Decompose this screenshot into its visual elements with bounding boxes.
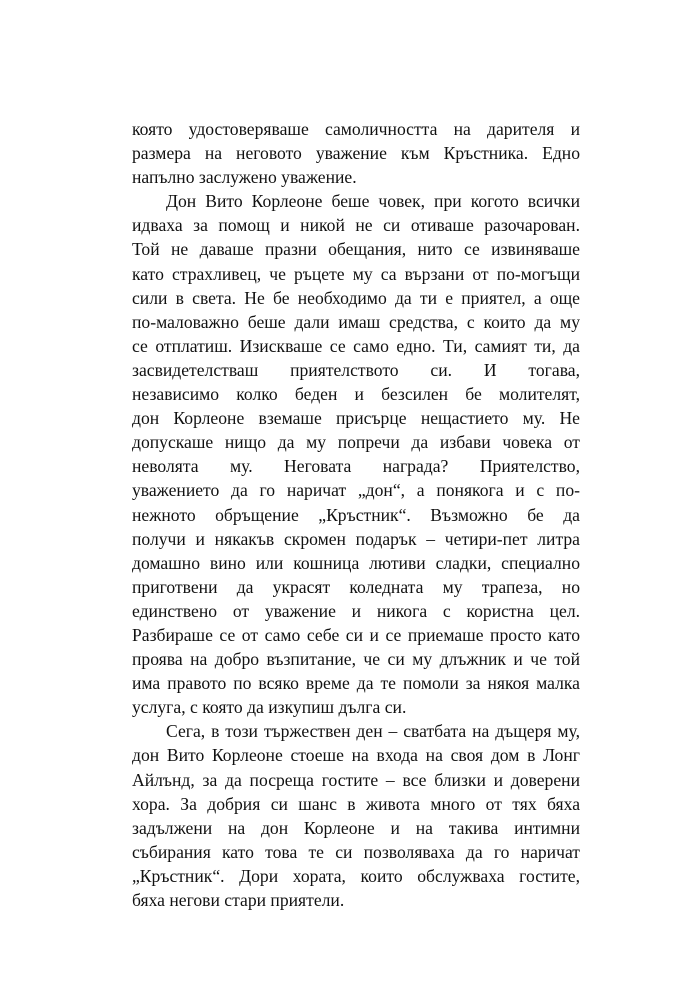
text-line: бяха негови стари приятели.: [132, 890, 345, 910]
text-line: Той не даваше празни обещания, нито се извиняваше: [132, 239, 580, 260]
text-line: засвидетелстваш приятелството си. И тогава,: [132, 359, 580, 380]
text-line: събирания като това те си позволяваха да го наричат: [132, 841, 580, 862]
text-line: Разбираше се от само себе си и се приемаше просто като: [132, 624, 580, 645]
text-line: Айлънд, за да посреща гостите – все близки и доверени: [132, 769, 580, 790]
text-line: като страхливец, че ръцете му са вързани от по-могъщи: [132, 263, 580, 284]
text-line: хора. За добрия си шанс в живота много от тях бяха: [132, 793, 580, 814]
text-line: нежното обръщение „Кръстник“. Възможно бе да: [132, 504, 580, 525]
text-line: приготвени да украсят коледната му трапеза, но: [132, 576, 580, 597]
body-text: [132, 117, 580, 912]
text-line: сили в света. Не бе необходимо да ти е приятел, а още: [132, 287, 580, 308]
text-line: проява на добро възпитание, че си му длъжник и че той: [132, 649, 580, 670]
paragraph-1: [132, 117, 580, 189]
paragraph-2: [132, 189, 580, 719]
text-line: независимо колко беден и безсилен бе молителят,: [132, 384, 580, 405]
text-line: услуга, с която да изкупиш дълга си.: [132, 697, 407, 718]
text-line: се отплатиш. Изискваше се само едно. Ти, самият ти, да: [132, 335, 580, 356]
text-line: идваха за помощ и никой не си отиваше разочарован.: [132, 215, 580, 236]
text-line: неволята му. Неговата награда? Приятелство,: [132, 456, 580, 477]
text-line: „Кръстник“. Дори хората, които обслужваха гостите,: [132, 865, 580, 886]
text-line: допускаше нищо да му попречи да избави човека от: [132, 432, 580, 453]
text-line: Сега, в този тържествен ден – сватбата на дъщеря му,: [166, 721, 580, 742]
text-line: има правото по всяко време да те помоли за някоя малка: [132, 673, 580, 694]
text-line: домашно вино или кошница лютиви сладки, специално: [132, 552, 580, 573]
text-line: размера на неговото уважение към Кръстника. Едно: [132, 143, 580, 164]
text-line: задължени на дон Корлеоне и на такива интимни: [132, 817, 580, 838]
text-line: Дон Вито Корлеоне беше човек, при когото всички: [166, 191, 580, 212]
text-line: дон Вито Корлеоне стоеше на входа на своя дом в Лонг: [132, 745, 580, 766]
text-line: уважението да го наричат „дон“, а понякога и с по-: [132, 480, 580, 501]
text-line: която удостоверяваше самоличността на дарителя и: [132, 119, 580, 139]
text-line: дон Корлеоне вземаше присърце нещастието му. Не: [132, 408, 580, 429]
text-line: единствено от уважение и никога с користна цел.: [132, 600, 580, 621]
text-line: напълно заслужено уважение.: [132, 167, 357, 188]
paragraph-3: [132, 719, 580, 912]
text-line: получи и някакъв скромен подарък – четири-пет литра: [132, 528, 580, 549]
text-line: по-маловажно беше дали имаш средства, с които да му: [132, 311, 580, 332]
